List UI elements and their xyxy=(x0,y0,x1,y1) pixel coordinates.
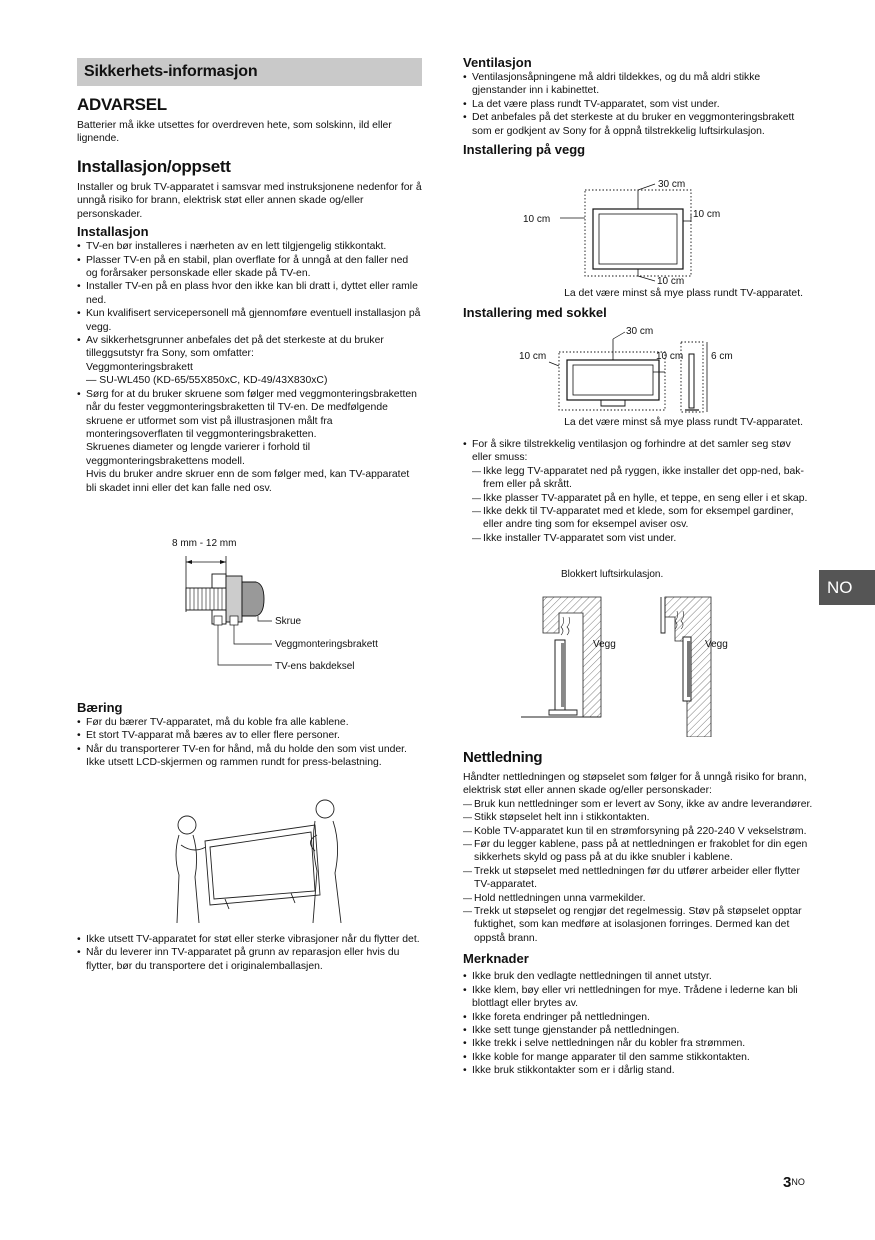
screw-item-3: Hvis du bruker andre skruer enn de som følger med, kan TV-apparatet bli skadet inni eller det kan falle ned osv. xyxy=(86,469,410,494)
back-cover-label: TV-ens bakdeksel xyxy=(275,661,355,672)
section-title: Sikkerhets-informasjon xyxy=(77,58,422,86)
dust-item: For å sikre tilstrekkelig ventilasjon og forhindre at det samler seg støv eller smuss: xyxy=(472,439,791,464)
list-item: — Før du legger kablene, pass på at nettledningen er frakoblet for din egen sikkerhets skyld og pass på at du ikke snubler i kablene. xyxy=(463,838,813,865)
list-item: • Ikke bruk den vedlagte nettledningen til annet utstyr. xyxy=(463,970,813,983)
list-item: • Før du bærer TV-apparatet, må du koble fra alle kablene. xyxy=(77,716,422,729)
stand-heading: Installering med sokkel xyxy=(463,305,607,320)
blocked-caption: Blokkert luftsirkulasjon. xyxy=(561,569,664,580)
dust-block xyxy=(463,438,813,545)
list-item: — Ikke installer TV-apparatet som vist under. xyxy=(472,532,813,545)
list-item: • Ikke foreta endringer på nettledningen. xyxy=(463,1011,813,1024)
install-intro: Installer og bruk TV-apparatet i samsvar med instruksjonene nedenfor for å unngå risiko for brann, elektrisk støt eller annen skade og/eller personskader. xyxy=(77,182,422,220)
stand-left-label: 10 cm xyxy=(519,351,547,362)
bracket-label: Veggmonteringsbrakett xyxy=(275,639,378,650)
install-block xyxy=(77,157,422,495)
stand-side-label: 6 cm xyxy=(711,351,733,362)
dust-list xyxy=(463,438,813,545)
install-heading: Installasjon/oppsett xyxy=(77,157,231,176)
vent-heading: Ventilasjon xyxy=(463,55,532,70)
list-item: • TV-en bør installeres i nærheten av en lett tilgjengelig stikkontakt. xyxy=(77,240,422,253)
power-block xyxy=(463,748,813,1078)
list-item: • Det anbefales på det sterkeste at du bruker en veggmonteringsbrakett som er godkjent av Sony for å oppnå tilstrekkelig luftsirkulasjon. xyxy=(463,111,813,138)
language-tab: NO xyxy=(819,570,875,605)
screw-dimension-label: 8 mm - 12 mm xyxy=(172,538,237,549)
carry-illustration xyxy=(165,795,365,925)
installation-heading: Installasjon xyxy=(77,224,149,240)
wall-caption: La det være minst så mye plass rundt TV-apparatet. xyxy=(564,288,803,299)
wall-clearance-diagram xyxy=(515,176,775,286)
list-item: • Ventilasjonsåpningene må aldri tildekkes, og du må aldri stikke gjenstander inn i kabinettet. xyxy=(463,71,813,98)
list-item: • Ikke sett tunge gjenstander på nettledningen. xyxy=(463,1024,813,1037)
list-item: — Trekk ut støpselet og rengjør det regelmessig. Støv på støpselet opptar fuktighet, som kan medføre at isolasjonen forringes. Dermed kan det oppstå brann. xyxy=(463,905,813,945)
list-item xyxy=(77,388,422,495)
list-item: — Ikke dekk til TV-apparatet med et klede, som for eksempel gardiner, eller andre ting som for eksempel aviser osv. xyxy=(472,505,813,532)
list-item: • Ikke klem, bøy eller vri nettledningen for mye. Trådene i lederne kan bli blottlagt eller brytes av. xyxy=(463,984,813,1011)
page-number xyxy=(783,1176,805,1189)
list-item: • Installer TV-en på en plass hvor den ikke kan bli dratt i, dyttet eller ramle ned. xyxy=(77,280,422,307)
bracket-name: Veggmonteringsbrakett xyxy=(86,361,193,373)
screw-item: Sørg for at du bruker skruene som følger med veggmonteringsbraketten når du fester veggmonteringsbraketten til TV-en. De medfølgende skruene er utformet som vist på illustrasjonen målt fra monteringsoverflaten til veggmonteringsbraketten. xyxy=(86,388,417,440)
bracket-item: Av sikkerhetsgrunner anbefales det på det sterkeste at du bruker tilleggsutstyr fra Sony, som omfatter: xyxy=(86,335,384,360)
vent-list xyxy=(463,71,813,138)
power-heading: Nettledning xyxy=(463,749,543,766)
list-item: • Ikke koble for mange apparater til den samme stikkontakten. xyxy=(463,1051,813,1064)
screw-diagram xyxy=(160,532,420,682)
power-list xyxy=(463,798,813,945)
carry-list xyxy=(77,716,422,770)
list-item: — Stikk støpselet helt inn i stikkontakten. xyxy=(463,811,813,824)
list-item xyxy=(463,438,813,545)
list-item xyxy=(77,334,422,388)
list-item: — Ikke plasser TV-apparatet på en hylle, et teppe, en seng eller i et skap. xyxy=(472,492,813,505)
dust-sublist xyxy=(472,465,813,545)
screw-label: Skrue xyxy=(275,616,302,627)
notes-heading: Merknader xyxy=(463,951,529,967)
wall-bottom-label: 10 cm xyxy=(657,276,685,286)
list-item: — Koble TV-apparatet kun til en strømforsyning på 220-240 V vekselstrøm. xyxy=(463,825,813,838)
power-intro: Håndter nettledningen og støpselet som følger for å unngå risiko for brann, elektrisk støt eller annen skade og/eller personskader: xyxy=(463,772,807,797)
stand-heading-wrap xyxy=(463,305,813,321)
wall-heading: Installering på vegg xyxy=(463,142,586,158)
blocked-airflow-diagram xyxy=(515,565,755,737)
list-item: — Ikke legg TV-apparatet ned på ryggen, ikke installer det opp-ned, bak-frem eller på skrått. xyxy=(472,465,813,492)
wall-label-2: Vegg xyxy=(705,639,728,650)
warning-heading: ADVARSEL xyxy=(77,95,167,114)
list-item: • La det være plass rundt TV-apparatet, som vist under. xyxy=(463,98,813,111)
list-item: — Hold nettledningen unna varmekilder. xyxy=(463,892,813,905)
stand-caption: La det være minst så mye plass rundt TV-apparatet. xyxy=(564,417,803,428)
wall-right-label: 10 cm xyxy=(693,209,721,220)
list-item: — Bruk kun nettledninger som er levert av Sony, ikke av andre leverandører. xyxy=(463,798,813,811)
stand-right-label: 10 cm xyxy=(656,351,684,362)
wall-label-1: Vegg xyxy=(593,639,616,650)
wall-caption-wrap xyxy=(463,287,813,300)
list-item: • Ikke trekk i selve nettledningen når du kobler fra strømmen. xyxy=(463,1037,813,1050)
carry-list-2 xyxy=(77,933,422,973)
stand-caption-wrap xyxy=(463,416,813,429)
list-item: — Trekk ut støpselet med nettledningen før du utfører arbeider eller flytter TV-apparatet. xyxy=(463,865,813,892)
screw-item-2: Skruenes diameter og lengde varierer i forhold til veggmonteringsbrakettens modell. xyxy=(86,442,311,467)
list-item: • Plasser TV-en på en stabil, plan overflate for å unngå at den faller ned og forårsaker personskade eller skade på TV-en. xyxy=(77,254,422,281)
ventilation-block xyxy=(463,55,813,158)
page-number-suffix: NO xyxy=(791,1177,805,1187)
wall-top-label: 30 cm xyxy=(658,179,686,190)
bracket-model: — SU-WL450 (KD-65/55X850xC, KD-49/43X830xC) xyxy=(86,375,328,387)
wall-left-label: 10 cm xyxy=(523,214,551,225)
list-item: • Ikke bruk stikkontakter som er i dårlig stand. xyxy=(463,1064,813,1077)
stand-clearance-diagram xyxy=(515,322,775,417)
installation-list xyxy=(77,240,422,495)
list-item: • Kun kvalifisert servicepersonell må gjennomføre eventuell installasjon på vegg. xyxy=(77,307,422,334)
carry-block xyxy=(77,700,422,770)
list-item: • Når du transporterer TV-en for hånd, må du holde den som vist under. Ikke utsett LCD-skjermen og rammen rundt for press-belastning. xyxy=(77,743,422,770)
list-item: • Når du leverer inn TV-apparatet på grunn av reparasjon eller hvis du flytter, bør du transportere det i originalemballasjen. xyxy=(77,946,422,973)
warning-text: Batterier må ikke utsettes for overdreven hete, som solskinn, ild eller lignende. xyxy=(77,120,392,145)
carry-heading: Bæring xyxy=(77,700,123,715)
warning-block xyxy=(77,95,422,146)
stand-top-label: 30 cm xyxy=(626,326,654,337)
page-number-value: 3 xyxy=(783,1174,792,1191)
list-item: • Ikke utsett TV-apparatet for støt eller sterke vibrasjoner når du flytter det. xyxy=(77,933,422,946)
list-item: • Et stort TV-apparat må bæres av to eller flere personer. xyxy=(77,729,422,742)
notes-list xyxy=(463,970,813,1077)
carry-block-2 xyxy=(77,933,422,973)
section-title-bar xyxy=(77,58,422,86)
